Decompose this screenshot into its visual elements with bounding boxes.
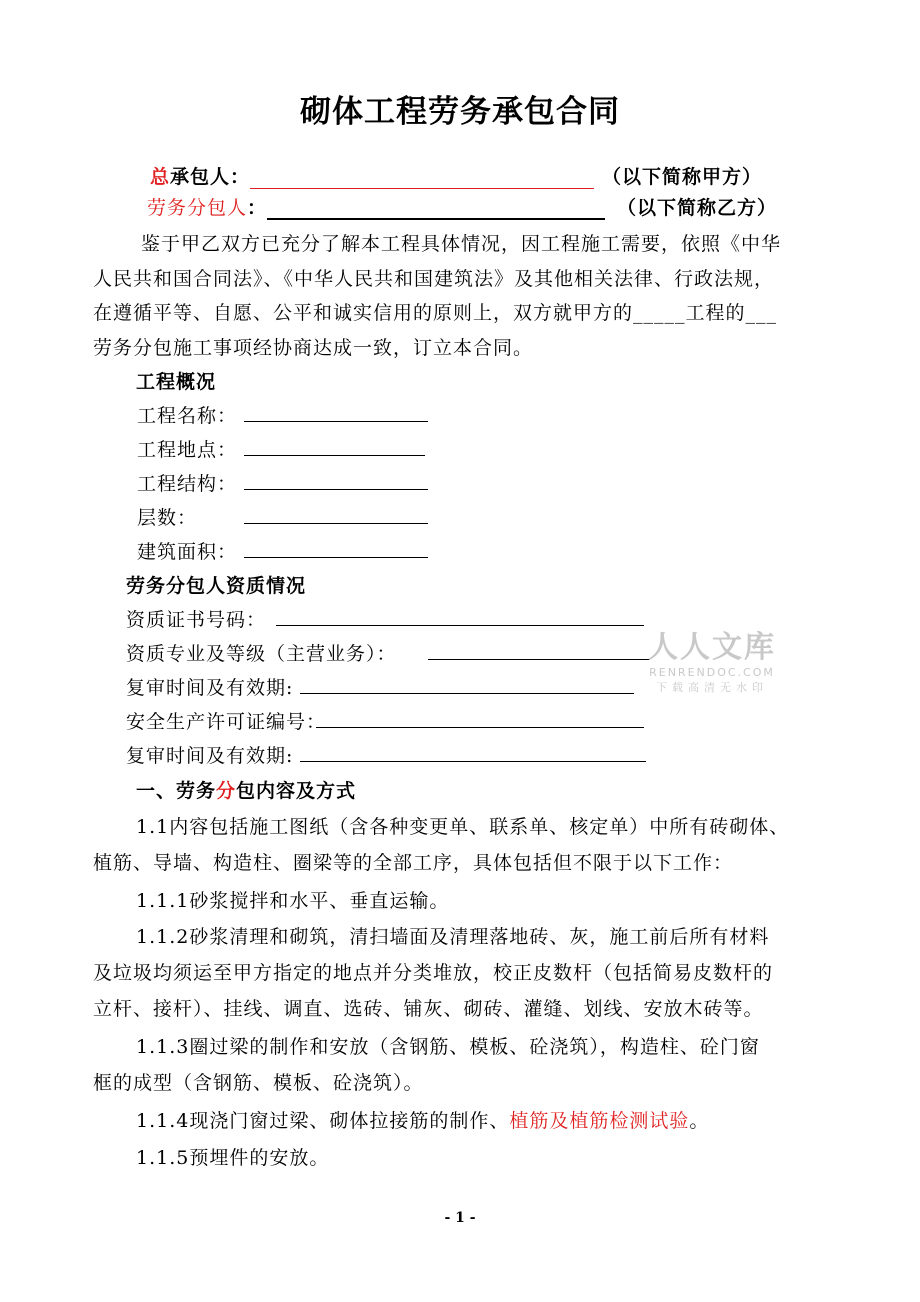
field-label: 建筑面积： bbox=[137, 541, 238, 563]
section1-heading-b: 包内容及方式 bbox=[236, 780, 357, 802]
clause-1-1-2-line-3: 立杆、接杆）、挂线、调直、选砖、铺灰、砌砖、灌缝、划线、安放木砖等。 bbox=[93, 998, 764, 1020]
clause-1-1-4 bbox=[136, 1106, 709, 1133]
subcontractor-colon: ： bbox=[247, 197, 268, 219]
contractor-name-blank[interactable] bbox=[250, 168, 594, 189]
clause-1-1-2-line-2: 及垃圾均须运至甲方指定的地点并分类堆放，校正皮数杆（包括简易皮数杆的 bbox=[93, 962, 774, 984]
overview-field-structure bbox=[137, 469, 237, 496]
contractor-line bbox=[150, 162, 762, 189]
watermark-title: 人人文库 bbox=[648, 630, 776, 665]
watermark-url: RENRENDOC.COM bbox=[649, 666, 775, 679]
contractor-first-char: 总 bbox=[150, 166, 171, 188]
subcontractor-note: （以下简称乙方） bbox=[617, 197, 778, 219]
intro-line-3: 在遵循平等、自愿、公平和诚实信用的原则上，双方就甲方的_____工程的___ bbox=[93, 302, 778, 324]
field-label: 层数： bbox=[137, 507, 198, 529]
qual-safety-license-label: 安全生产许可证编号： bbox=[126, 711, 327, 733]
overview-field-floors bbox=[137, 503, 197, 530]
qual-grade-blank[interactable] bbox=[428, 639, 650, 660]
section1-heading-red: 分 bbox=[216, 780, 237, 802]
page-number: - 1 - bbox=[444, 1210, 476, 1226]
subcontractor-label: 劳务分包人 bbox=[147, 197, 248, 219]
qual-review-blank-2[interactable] bbox=[300, 741, 646, 762]
project-structure-blank[interactable] bbox=[244, 469, 428, 490]
clause-1-1-4-text: 1.1.4现浇门窗过梁、砌体拉接筋的制作、 bbox=[136, 1110, 510, 1132]
field-label: 工程地点： bbox=[137, 439, 238, 461]
clause-1-1-3-line-1: 1.1.3圈过梁的制作和安放（含钢筋、模板、砼浇筑），构造柱、砼门窗 bbox=[136, 1036, 760, 1058]
clause-1-1-line-1: 1.1内容包括施工图纸（含各种变更单、联系单、核定单）中所有砖砌体、 bbox=[136, 816, 790, 838]
overview-field-area bbox=[137, 537, 237, 564]
qualification-heading: 劳务分包人资质情况 bbox=[126, 575, 307, 597]
project-location-blank[interactable] bbox=[244, 435, 425, 456]
watermark-slogan: 下载高清无水印 bbox=[656, 681, 768, 694]
qual-review-blank-1[interactable] bbox=[300, 673, 634, 694]
intro-line-1: 鉴于甲乙双方已充分了解本工程具体情况，因工程施工需要，依照《中华 bbox=[141, 233, 782, 255]
subcontractor-name-blank[interactable] bbox=[267, 198, 605, 220]
contractor-note: （以下简称甲方） bbox=[602, 166, 763, 188]
intro-line-2: 人民共和国合同法》、《中华人民共和国建筑法》及其他相关法律、行政法规， bbox=[93, 268, 775, 290]
overview-field-name bbox=[137, 401, 237, 428]
qual-grade-label: 资质专业及等级（主营业务）： bbox=[126, 643, 397, 665]
clause-1-1-4-end: 。 bbox=[689, 1110, 710, 1132]
qual-cert-no-blank[interactable] bbox=[276, 605, 644, 626]
clause-1-1-4-highlight: 植筋及植筋检测试验 bbox=[509, 1110, 690, 1132]
project-area-blank[interactable] bbox=[244, 537, 428, 558]
field-label: 工程名称： bbox=[137, 405, 238, 427]
qual-review-label-2: 复审时间及有效期: bbox=[126, 745, 294, 767]
clause-1-1-line-2: 植筋、导墙、构造柱、圈梁等的全部工序，具体包括但不限于以下工作： bbox=[93, 852, 734, 874]
field-label: 工程结构： bbox=[137, 473, 238, 495]
qual-cert-no-label: 资质证书号码： bbox=[126, 609, 267, 631]
clause-1-1-5: 1.1.5预埋件的安放。 bbox=[136, 1147, 330, 1169]
intro-line-4: 劳务分包施工事项经协商达成一致，订立本合同。 bbox=[93, 337, 534, 359]
subcontractor-line bbox=[147, 193, 777, 220]
project-floors-blank[interactable] bbox=[244, 503, 428, 524]
clause-1-1-3-line-2: 框的成型（含钢筋、模板、砼浇筑）。 bbox=[93, 1072, 424, 1094]
qual-safety-license-blank[interactable] bbox=[316, 707, 644, 728]
project-name-blank[interactable] bbox=[244, 401, 428, 422]
clause-1-1-2-line-1: 1.1.2砂浆清理和砌筑，清扫墙面及清理落地砖、灰，施工前后所有材料 bbox=[136, 926, 770, 948]
overview-field-location bbox=[137, 435, 237, 462]
section1-heading-a: 一、劳务 bbox=[136, 780, 217, 802]
section1-heading bbox=[136, 776, 356, 803]
clause-1-1-1: 1.1.1砂浆搅拌和水平、垂直运输。 bbox=[136, 890, 450, 912]
qual-review-label-1: 复审时间及有效期: bbox=[126, 677, 294, 699]
watermark bbox=[648, 622, 776, 695]
overview-heading: 工程概况 bbox=[136, 371, 217, 393]
document-title: 砌体工程劳务承包合同 bbox=[300, 94, 620, 130]
contractor-label: 承包人： bbox=[170, 166, 251, 188]
